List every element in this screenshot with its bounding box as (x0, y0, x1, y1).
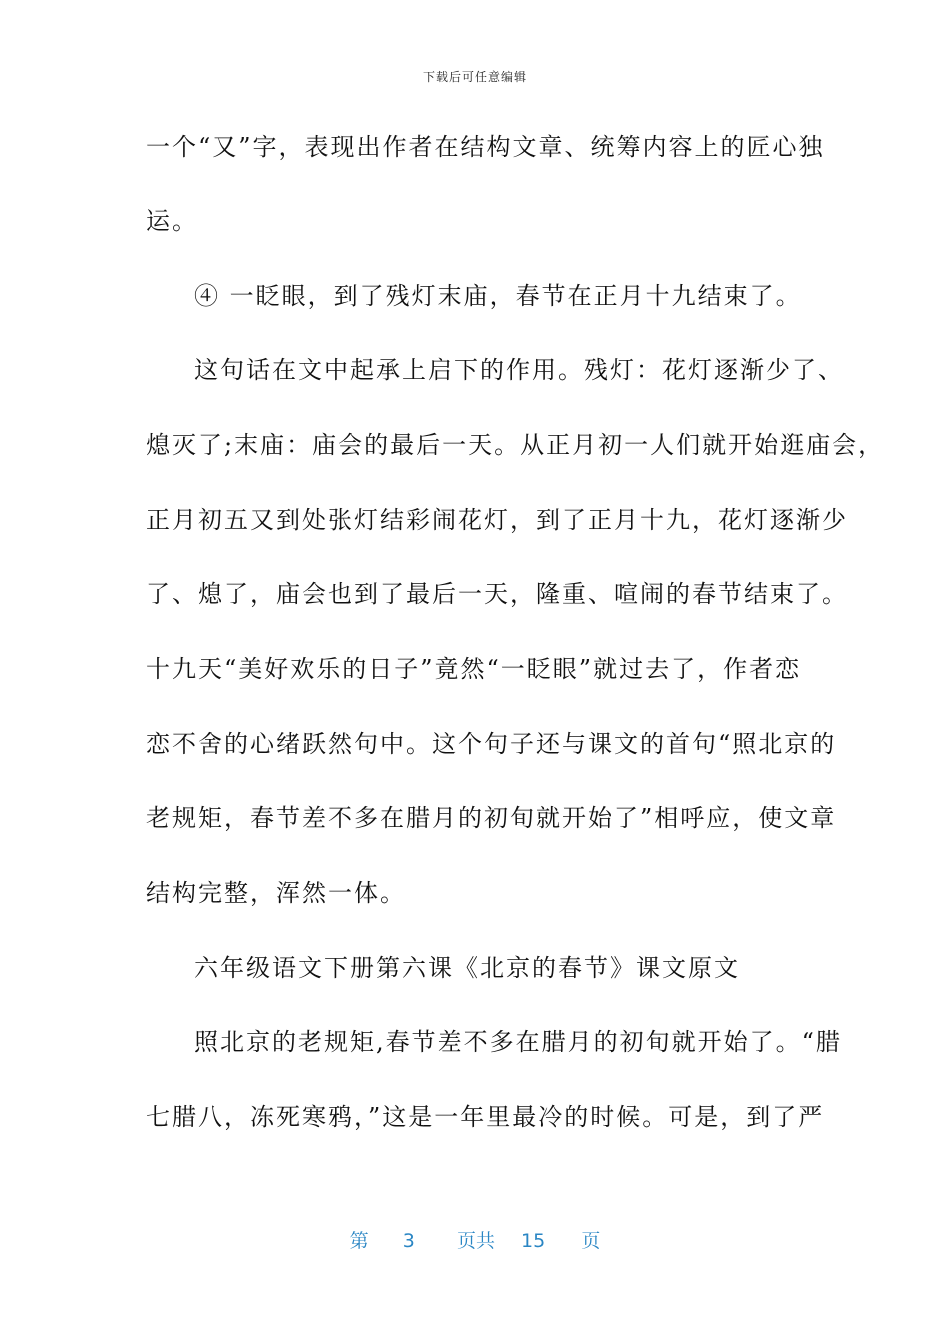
paragraph-line: 熄灭了;末庙：庙会的最后一天。从正月初一人们就开始逛庙会， (146, 431, 885, 459)
paragraph-line: 了、熄了，庙会也到了最后一天，隆重、喧闹的春节结束了。 (146, 580, 848, 608)
page-total: 15 (521, 1230, 546, 1252)
paragraph-line: 这句话在文中起承上启下的作用。残灯：花灯逐渐少了、 (194, 356, 844, 384)
paragraph-line: 照北京的老规矩,春节差不多在腊月的初旬就开始了。“腊 (194, 1028, 842, 1056)
paragraph-line: 一个“又”字，表现出作者在结构文章、统筹内容上的匠心独 (146, 133, 825, 161)
page-suffix: 页 (581, 1230, 601, 1252)
paragraph-line: 七腊八，冻死寒鸦，”这是一年里最冷的时候。可是，到了严 (146, 1103, 825, 1131)
paragraph-line: 结构完整，浑然一体。 (146, 879, 406, 907)
section-heading: 六年级语文下册第六课《北京的春节》课文原文 (194, 954, 740, 982)
header-note: 下载后可任意编辑 (422, 70, 527, 84)
page-number: 3 (402, 1230, 415, 1252)
page-footer (0, 1226, 950, 1253)
page-mid: 页共 (456, 1230, 495, 1252)
paragraph-line: 恋不舍的心绪跃然句中。这个句子还与课文的首句“照北京的 (146, 730, 837, 758)
paragraph-line: 十九天“美好欢乐的日子”竟然“一眨眼”就过去了，作者恋 (146, 655, 802, 683)
page-prefix: 第 (349, 1230, 369, 1252)
paragraph-line: 老规矩，春节差不多在腊月的初旬就开始了”相呼应，使文章 (146, 804, 837, 832)
paragraph-line: 正月初五又到处张灯结彩闹花灯，到了正月十九，花灯逐渐少 (146, 506, 848, 534)
paragraph-line: 运。 (146, 207, 198, 235)
paragraph-line: ④ 一眨眼，到了残灯末庙，春节在正月十九结束了。 (194, 282, 802, 310)
